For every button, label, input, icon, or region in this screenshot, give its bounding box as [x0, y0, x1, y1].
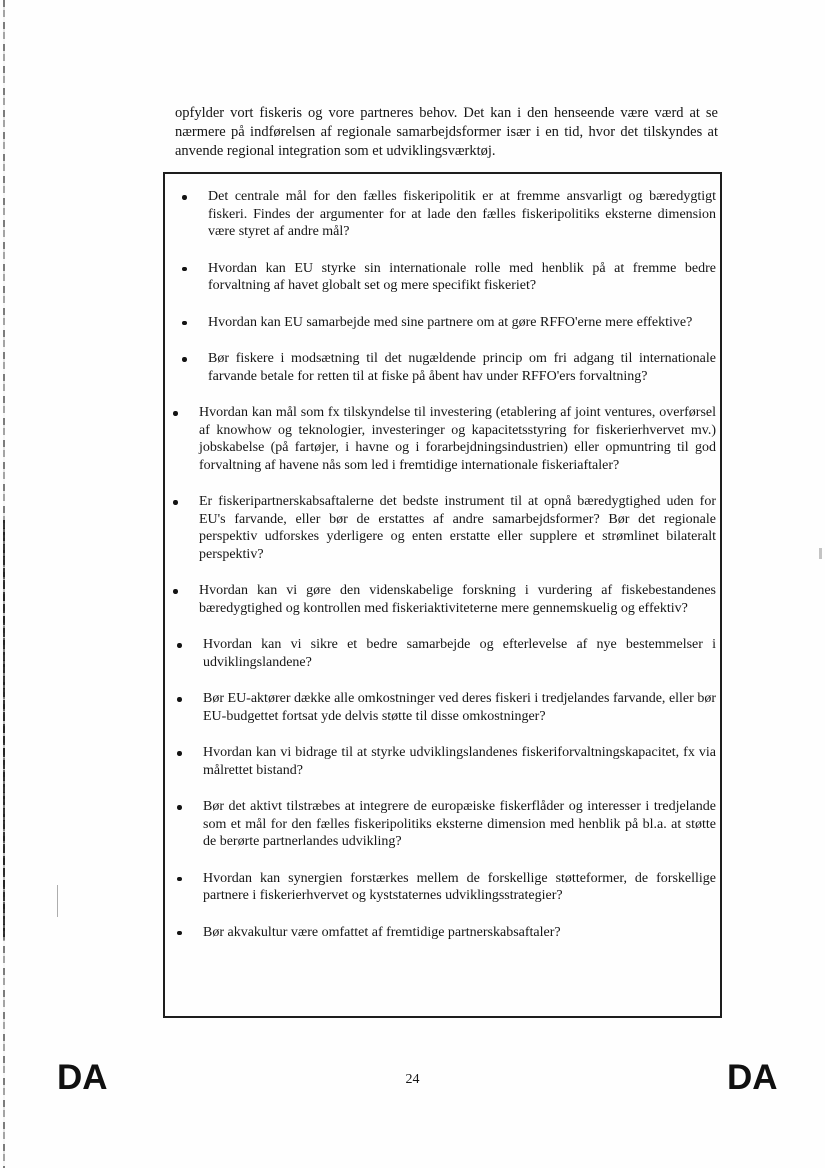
question-item	[175, 636, 716, 671]
question-text: Hvordan kan EU styrke sin internationale rolle med henblik på at fremme bedre forvaltning af havet globalt set og mere specifikt fiskeriet?	[208, 260, 716, 293]
question-text: Bør det aktivt tilstræbes at integrere de europæiske fiskerflåder og interesser i tredjelande som et mål for den fælles fiskeripolitiks eksterne dimension med henblik på bl.a. at støtte de berørte partnerlandes udvikling?	[203, 799, 716, 849]
language-code-left: DA	[57, 1058, 108, 1097]
question-item	[171, 582, 716, 617]
scan-artifact-mark	[57, 885, 58, 917]
question-item	[175, 690, 716, 725]
question-item	[175, 924, 716, 942]
question-item	[171, 404, 716, 474]
scan-artifact-speck	[819, 548, 822, 559]
question-item	[171, 493, 716, 563]
question-text: Hvordan kan synergien forstærkes mellem de forskellige støtteformer, de forskellige partnere i fiskerierhvervet og kyststaternes udviklingsstrategier?	[203, 870, 716, 903]
question-text: Bør akvakultur være omfattet af fremtidige partnerskabsaftaler?	[203, 924, 561, 940]
question-text: Hvordan kan vi bidrage til at styrke udviklingslandenes fiskeriforvaltningskapacitet, fx via målrettet bistand?	[203, 745, 716, 778]
question-text: Det centrale mål for den fælles fiskeripolitik er at fremme ansvarligt og bæredygtigt fiskeri. Findes der argumenter for at lade den fælles fiskeripolitiks eksterne dimension være styret af andre mål?	[208, 189, 716, 239]
language-code-right: DA	[727, 1058, 778, 1097]
question-item	[175, 870, 716, 905]
scan-artifact-left-edge-dark	[3, 520, 5, 940]
page-number: 24	[405, 1072, 420, 1087]
question-item	[180, 350, 716, 385]
question-text: Hvordan kan EU samarbejde med sine partnere om at gøre RFFO'erne mere effektive?	[208, 314, 693, 330]
question-text: Er fiskeripartnerskabsaftalerne det bedste instrument til at opnå bæredygtighed uden for EU's farvande, eller bør de erstattes af andre samarbejdsformer? Bør det regionale perspektiv udforskes yderligere og enten erstatte eller supplere et strømlinet bilateralt perspektiv?	[199, 494, 716, 562]
question-item	[180, 314, 716, 332]
intro-paragraph: opfylder vort fiskeris og vore partneres behov. Det kan i den henseende være værd at se nærmere på indførelsen af regionale samarbejdsformer især i en tid, hvor det tilskyndes at anvende regional integration som et udviklingsværktøj.	[175, 105, 718, 159]
question-item	[175, 744, 716, 779]
question-item	[180, 260, 716, 295]
question-item	[180, 188, 716, 241]
question-item	[175, 798, 716, 851]
question-text: Hvordan kan vi gøre den videnskabelige forskning i vurdering af fiskebestandenes bæredygtighed og kontrollen med fiskeriaktiviteterne mere gennemskuelig og effektiv?	[199, 583, 716, 616]
question-text: Hvordan kan vi sikre et bedre samarbejde og efterlevelse af nye bestemmelser i udviklingslandene?	[203, 637, 716, 670]
question-text: Hvordan kan mål som fx tilskyndelse til investering (etablering af joint ventures, overførsel af knowhow og teknologier, investeringer og kapacitetsstyring for fiskerierhvervet mv.) jobskabelse (på fartøjer, i havne og i forarbejdningsindustrien) eller opmuntring til god forvaltning af havene nås som led i fremtidige internationale fiskeriaftaler?	[199, 405, 716, 473]
question-text: Bør EU-aktører dække alle omkostninger ved deres fiskeri i tredjelandes farvande, eller bør EU-budgettet fortsat yde delvis støtte til disse omkostninger?	[203, 691, 716, 724]
questions-box	[163, 172, 722, 1018]
questions-list	[180, 188, 716, 941]
question-text: Bør fiskere i modsætning til det nugældende princip om fri adgang til internationale farvande betale for retten til at fiske på åbent hav under RFFO'ers forvaltning?	[208, 351, 716, 384]
